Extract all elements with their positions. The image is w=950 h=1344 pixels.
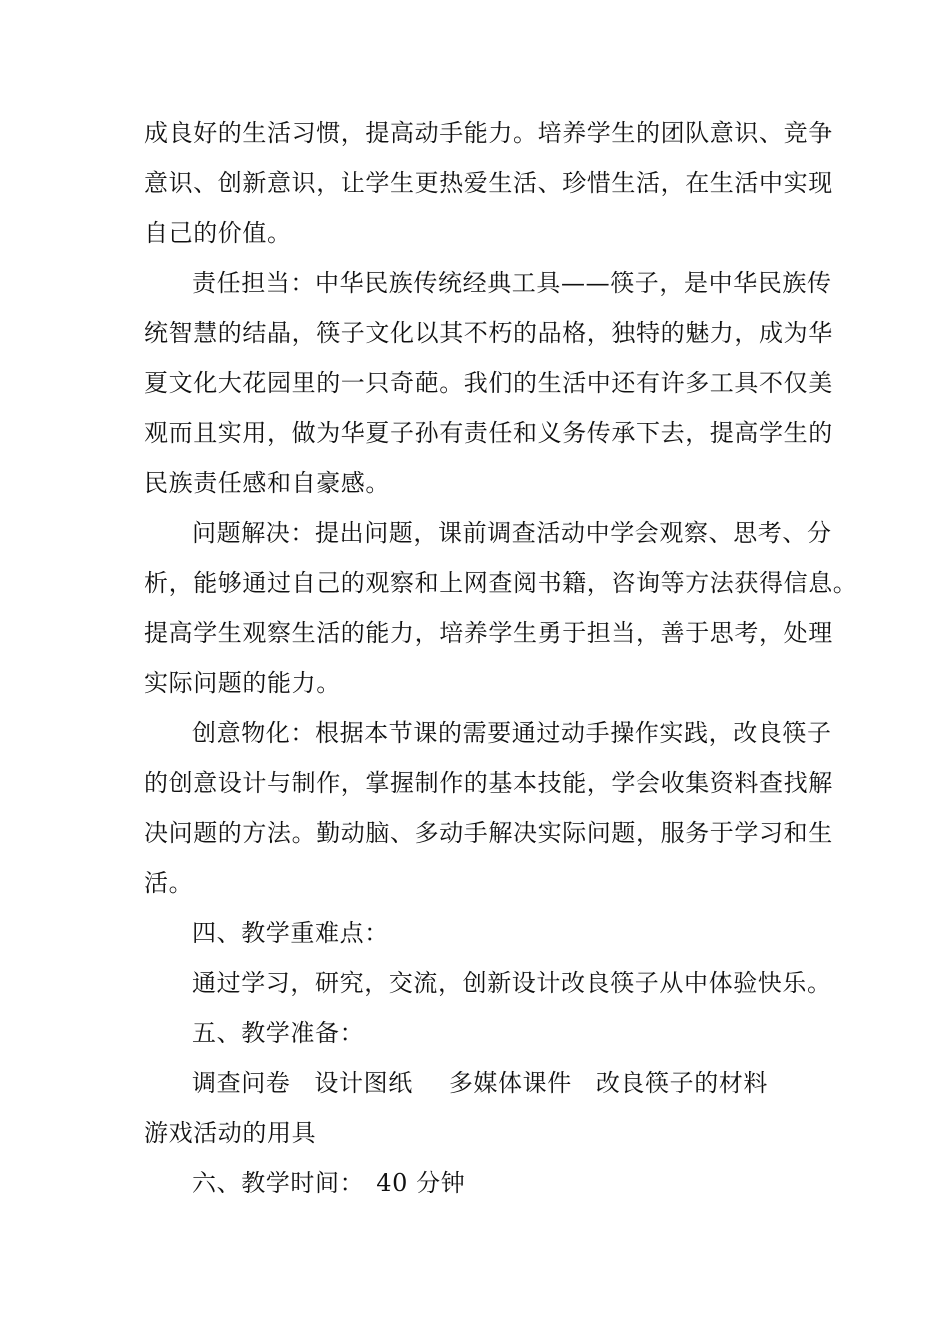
text-line: 创意物化：根据本节课的需要通过动手操作实践，改良筷子 — [192, 719, 832, 747]
text-line: 成良好的生活习惯，提高动手能力。培养学生的团队意识、竞争 — [144, 119, 833, 147]
text-line: 析，能够通过自己的观察和上网查阅书籍，咨询等方法获得信息。 — [144, 569, 858, 597]
time-value: 40 分钟 — [376, 1169, 466, 1197]
section-heading-preparation: 五、教学准备： — [192, 1019, 365, 1047]
material-item: 调查问卷 — [192, 1069, 291, 1097]
text-line: 统智慧的结晶，筷子文化以其不朽的品格，独特的魅力，成为华 — [144, 319, 833, 347]
material-item: 多媒体课件 — [448, 1069, 572, 1097]
material-item: 设计图纸 — [314, 1069, 413, 1097]
text-line: 观而且实用，做为华夏子孙有责任和义务传承下去，提高学生的 — [144, 419, 833, 447]
paragraph-goals-continued — [144, 108, 833, 258]
text-line: 自己的价值。 — [144, 219, 292, 247]
paragraph-creative — [144, 708, 833, 908]
materials-list — [144, 1058, 814, 1108]
text-line: 活。 — [144, 869, 194, 897]
document-body — [144, 108, 858, 1208]
material-item: 改良筷子的材料 — [595, 1069, 769, 1097]
difficulties-text: 通过学习，研究，交流，创新设计改良筷子从中体验快乐。 — [192, 969, 832, 997]
text-line: 夏文化大花园里的一只奇葩。我们的生活中还有许多工具不仅美 — [144, 369, 833, 397]
text-line: 民族责任感和自豪感。 — [144, 469, 390, 497]
materials-continued: 游戏活动的用具 — [144, 1119, 317, 1147]
text-line: 实际问题的能力。 — [144, 669, 341, 697]
text-line: 问题解决：提出问题，课前调查活动中学会观察、思考、分 — [192, 519, 832, 547]
time-label: 六、教学时间： — [192, 1169, 365, 1197]
text-line: 意识、创新意识，让学生更热爱生活、珍惜生活，在生活中实现 — [144, 169, 833, 197]
text-line: 责任担当：中华民族传统经典工具——筷子，是中华民族传 — [192, 269, 832, 297]
text-line: 提高学生观察生活的能力，培养学生勇于担当，善于思考，处理 — [144, 619, 833, 647]
paragraph-responsibility — [144, 258, 833, 508]
text-line: 的创意设计与制作，掌握制作的基本技能，学会收集资料查找解 — [144, 769, 833, 797]
text-line: 决问题的方法。勤动脑、多动手解决实际问题，服务于学习和生 — [144, 819, 833, 847]
section-heading-time — [144, 1158, 814, 1208]
paragraph-problem-solving — [144, 508, 858, 708]
section-heading-difficulties: 四、教学重难点： — [192, 919, 389, 947]
